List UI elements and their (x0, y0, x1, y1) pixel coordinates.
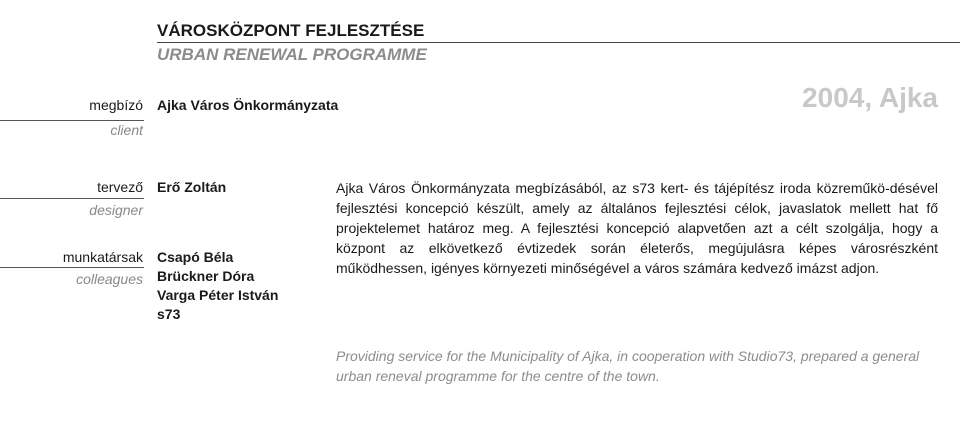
colleague-name: Csapó Béla (157, 249, 234, 265)
colleagues-label-hu: munkatársak (62, 249, 143, 265)
title-block (157, 20, 960, 66)
client-label-en-group (0, 121, 143, 139)
designer-label-en: designer (89, 202, 143, 218)
year-place: 2004, Ajka (802, 82, 938, 113)
designer-divider (0, 198, 144, 199)
colleague-name: s73 (157, 306, 181, 322)
colleague-name: Brückner Dóra (157, 268, 255, 284)
colleagues-label-group (0, 248, 143, 266)
designer-label-hu: tervező (97, 179, 143, 195)
designer-label-group (0, 178, 143, 196)
colleagues-label-en: colleagues (76, 271, 143, 287)
designer-value: Erő Zoltán (157, 179, 227, 195)
designer-label-en-group (0, 201, 143, 219)
client-value: Ajka Város Önkormányzata (157, 97, 339, 113)
page-subtitle: URBAN RENEWAL PROGRAMME (157, 45, 427, 64)
description-en: Providing service for the Municipality of Ajka, in cooperation with Studio73, prepared a general urban reneval programme for the centre of the town. (336, 348, 920, 384)
description-hu: Ajka Város Önkormányzata megbízásából, az s73 kert- és tájépítész iroda közreműkö-désével fejlesztési koncepció készült, amely az általános fejlesztési célok, javaslatok mellett hat fő projektelemet határoz meg. A fejlesztési koncepció alapvetően azt a célt szolgálja, hogy a központ az elkövetkező évtizedek során életerős, megújulásra képes városrészként működhessen, igényes környezeti minőségével a város számára kedvező imázst adjon. (336, 180, 938, 276)
colleagues-divider (0, 267, 144, 268)
client-label-hu: megbízó (89, 97, 143, 113)
page-title: VÁROSKÖZPONT FEJLESZTÉSE (157, 20, 960, 43)
colleagues-list (157, 248, 278, 324)
client-label-en: client (110, 122, 143, 138)
colleagues-label-en-group (0, 270, 143, 288)
client-label-group (0, 96, 143, 114)
colleague-name: Varga Péter István (157, 287, 279, 303)
